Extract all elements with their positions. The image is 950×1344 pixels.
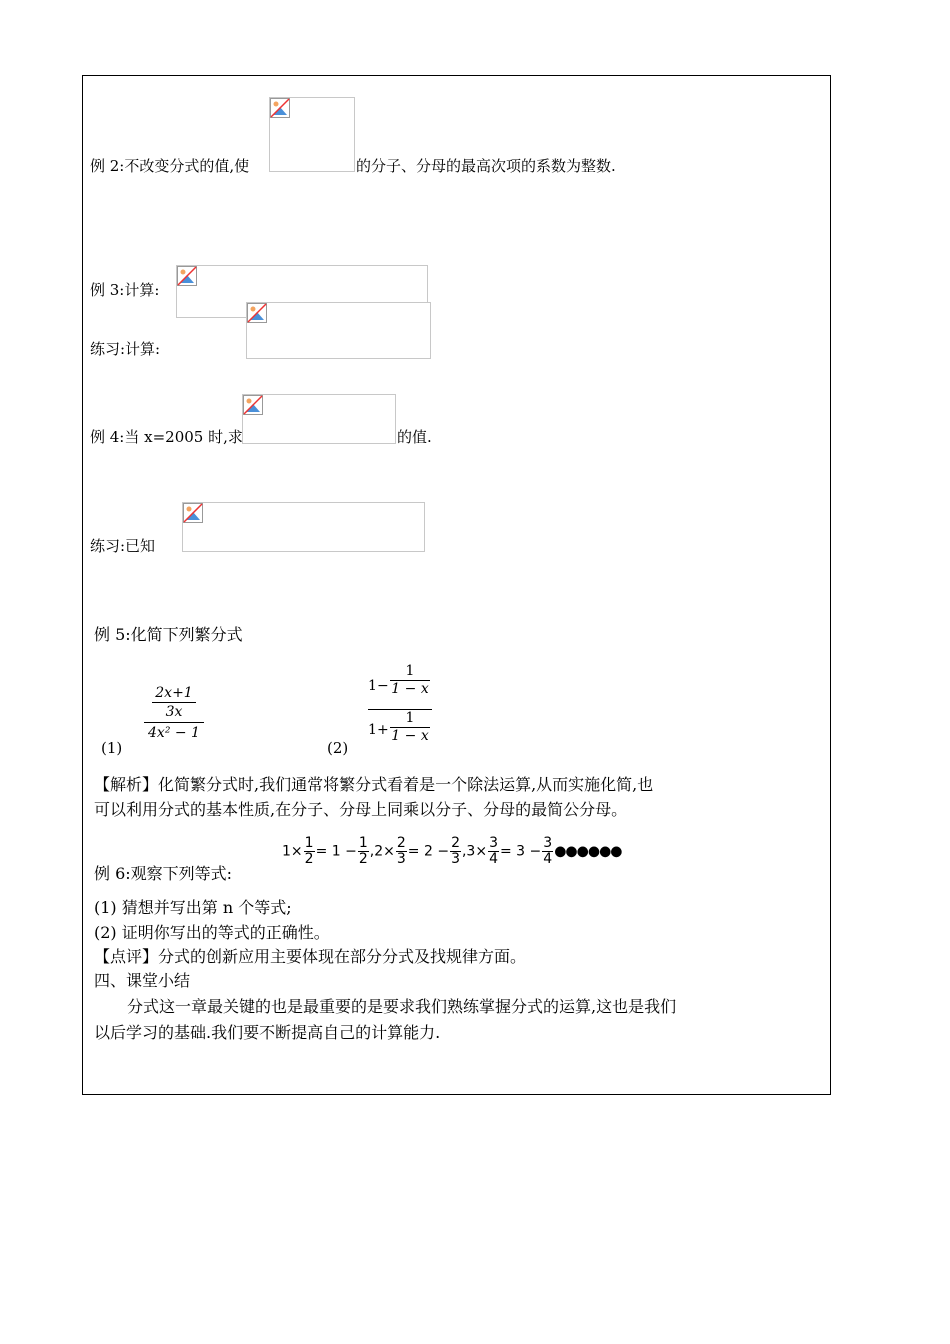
formula-image-placeholder [269,97,355,172]
practice-1-label: 练习:计算: [90,340,161,358]
example-5-item-1-label: (1) [101,739,123,757]
example-2-text-before: 例 2:不改变分式的值,使 [90,157,250,175]
broken-image-icon [247,303,267,323]
comment-line: 【点评】分式的创新应用主要体现在部分分式及找规律方面。 [94,947,527,966]
example-5-title: 例 5:化简下列繁分式 [94,625,243,644]
broken-image-icon [177,266,197,286]
broken-image-icon [183,503,203,523]
analysis-line-2: 可以利用分式的基本性质,在分子、分母上同乘以分子、分母的最简公分母。 [94,800,628,819]
formula-image-placeholder [182,502,425,552]
example-5-item-2-label: (2) [327,739,349,757]
practice-2-label: 练习:已知 [90,537,156,555]
analysis-line-1: 【解析】化简繁分式时,我们通常将繁分式看着是一个除法运算,从而实施化简,也 [94,775,654,794]
example-4-text-after: 的值. [397,428,432,446]
complex-fraction-2 [368,663,432,756]
example-3-label: 例 3:计算: [90,281,160,299]
example-6-question-2: (2) 证明你写出的等式的正确性。 [94,923,330,942]
formula-image-placeholder [246,302,431,359]
fraction-1-outer-denominator: 4x² − 1 [148,725,200,741]
example-2-text-after: 的分子、分母的最高次项的系数为整数. [356,157,616,175]
complex-fraction-1 [144,684,204,743]
formula-image-placeholder [242,394,396,444]
ellipsis-dots: ●●●●●● [554,843,622,860]
fraction-1-inner-denominator: 3x [165,704,183,720]
summary-line-1: 分式这一章最关键的也是最重要的是要求我们熟练掌握分式的运算,这也是我们 [127,997,677,1016]
broken-image-icon [270,98,290,118]
summary-line-2: 以后学习的基础.我们要不断提高自己的计算能力. [94,1023,441,1042]
example-6-equations: 1× $\frac{1}{2}$ = 1 − $\frac{1}{2}$ ,2× $\frac{2}{3}$ = 2 − $\frac{2}{3}$ ,3× $\frac{3}{4}$ = 3 − $\frac{3}{4}$ ●●●●●● [282,835,622,867]
example-4-text-before: 例 4:当 x=2005 时,求 [90,428,243,446]
example-6-label: 例 6:观察下列等式: [94,864,233,883]
fraction-2-numerator: 1 − 1 1 − x [368,663,429,697]
example-6-question-1: (1) 猜想并写出第 n 个等式; [94,898,292,917]
fraction-2-denominator: 1 + 1 1 − x [368,710,429,744]
summary-heading: 四、课堂小结 [94,971,191,990]
broken-image-icon [243,395,263,415]
fraction-1-inner-numerator: 2x+1 [155,685,193,701]
